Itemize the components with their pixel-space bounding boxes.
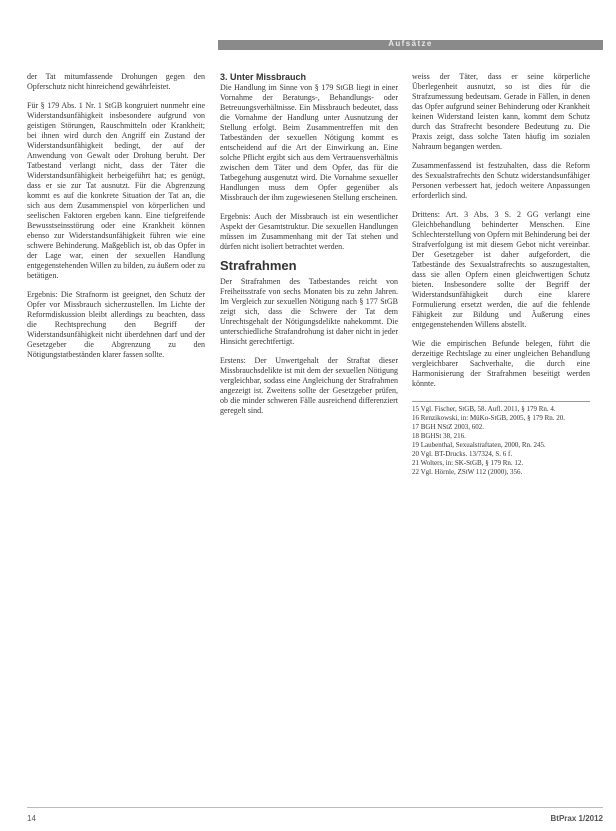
paragraph: Der Strafrahmen des Tatbestandes reicht von Freiheitsstrafe von sechs Monaten bis zu zehn Jahren. Im Vergleich zur sexuellen Nötigung nach § 177 StGB zeigt sich, dass die Schwere der Tat dem Unrechtsgehalt der Nötigungsdelikte nahekommt. Die unterschiedliche Strafandrohung ist daher nicht in jeder Hinsicht gerechtfertigt. [220,277,398,346]
footnote: 18 BGHSt 38, 216. [412,432,466,440]
footnotes [412,401,590,477]
text-column-2 [220,72,398,792]
footnote: 15 Vgl. Fischer, StGB, 58. Aufl. 2011, § 179 Rn. 4. [412,405,556,413]
footnote: 20 Vgl. BT-Drucks. 13/7324, S. 6 f. [412,450,513,458]
footnote: 19 Laubenthal, Sexualstraftaten, 2000, Rn. 245. [412,441,546,449]
text-column-1 [27,72,205,792]
paragraph: Zusammenfassend ist festzuhalten, dass die Reform des Sexualstrafrechts den Schutz widerstandsunfähiger Personen verbessert hat, jedoch weitere Anpassungen erforderlich sind. [412,161,590,200]
footnote: 16 Renzikowski, in: MüKo-StGB, 2005, § 179 Rn. 20. [412,414,566,422]
text-column-3 [412,72,590,792]
footer-rule [27,807,603,808]
footnote: 17 BGH NStZ 2003, 602. [412,423,484,431]
paragraph: Die Handlung im Sinne von § 179 StGB liegt in einer Vornahme der Beratungs-, Behandlungs- oder Betreuungsverhältnisse. Ein Missbrauch bedeutet, dass die Vornahme der Handlung unter Ausnutzung der Stellung erfolgt. Beim Zusammentreffen mit den Tatbeständen der sexuellen Nötigung kommt es entscheidend auf die Art der Einwirkung an. Eine solche Pflicht ergibt sich aus dem Vertrauensverhältnis zwischen dem Täter und dem Opfer, das für die Tatbegehung ausgenutzt wird. Die Vornahme sexueller Handlungen muss dem Opfer gegenüber als Missbrauch der ihm zugewiesenen Stellung erscheinen. [220,83,398,202]
section-heading: Strafrahmen [220,258,297,273]
section-header-label: Aufsätze [388,39,433,48]
paragraph: Wie die empirischen Befunde belegen, führt die derzeitige Rechtslage zu einer ungleichen Behandlung vergleichbarer Sachverhalte, die durch eine Harmonisierung der Strafrahmen beseitigt werden könnte. [412,339,590,388]
paragraph: Ergebnis: Auch der Missbrauch ist ein wesentlicher Aspekt der Gesamtstruktur. Die sexuellen Handlungen müssen im Zusammenhang mit der Tat stehen und dürfen nicht isoliert betrachtet werden. [220,212,398,251]
subheading: 3. Unter Missbrauch [220,72,307,82]
journal-reference: BtPrax 1/2012 [550,814,603,823]
page-footer [27,811,603,823]
footnote: 21 Wolters, in: SK-StGB, § 179 Rn. 12. [412,459,524,467]
paragraph: weiss der Täter, dass er seine körperliche Überlegenheit ausnutzt, so ist dies für die Strafzumessung bedeutsam. Gerade in Fällen, in denen das Opfer aufgrund seiner Behinderung oder Krankheit keinen Widerstand leisten kann, kommt dem Schutz durch das Strafrecht besondere Bedeutung zu. Die Praxis zeigt, dass solche Taten häufig im sozialen Nahraum begangen werden. [412,72,590,151]
paragraph: der Tat mitumfassende Drohungen gegen den Opferschutz nicht hinreichend gewährleistet. [27,72,205,91]
paragraph: Erstens: Der Unwertgehalt der Straftat dieser Missbrauchsdelikte ist mit dem der sexuellen Nötigung vergleichbar, sodass eine Angleichung der Strafrahmen angezeigt ist. Zweitens sollte der Gesetzgeber prüfen, ob die minder schweren Fälle ausreichend differenziert geregelt sind. [220,356,398,415]
page-number: 14 [27,814,36,823]
paragraph: Drittens: Art. 3 Abs. 3 S. 2 GG verlangt eine Gleichbehandlung behinderter Menschen. Eine Schlechterstellung von Opfern mit Behinderung bei der Strafverfolgung ist mit diesem Gebot nicht vereinbar. Der Gesetzgeber ist daher aufgefordert, die Tatbestände des Sexualstrafrechts so auszugestalten, dass sie allen Opfern einen gleichwertigen Schutz bieten. Insbesondere sollte der Begriff der Widerstandsunfähigkeit durch eine klarere Formulierung ersetzt werden, die auf die fehlende Fähigkeit zur Bildung und Äußerung eines entgegenstehenden Willens abstellt. [412,210,590,329]
section-header-bar [218,40,603,50]
paragraph: Ergebnis: Die Strafnorm ist geeignet, den Schutz der Opfer vor Missbrauch sicherzustellen. Im Lichte der Reformdiskussion bleibt allerdings zu beachten, dass die Rechtsprechung den Begriff der Widerstandsunfähigkeit nicht überdehnen darf und der Gesetzgeber die Abgrenzung zu den Nötigungstatbeständen klarer fassen sollte. [27,290,205,359]
paragraph: Für § 179 Abs. 1 Nr. 1 StGB kongruiert nunmehr eine Widerstandsunfähigkeit insbesondere aufgrund von geistigen Störungen, Rauschmitteln oder Krankheit; bei ihnen wird durch den Angriff ein Zustand der Widerstandsunfähigkeit bedingt, der auf der Anwendung von Gewalt oder Drohung beruht. Der Tatbestand verlangt nicht, dass der Täter die Widerstandsunfähigkeit herbeigeführt hat; es genügt, dass er sie zur Tat ausnutzt. Für die Abgrenzung kommt es auf die konkrete Situation der Tat an, die sich aus dem Zusammenspiel von körperlichen und seelischen Faktoren ergeben kann. Eine tiefgreifende Bewusstseinsstörung oder eine Krankheit können ebenso zur Widerstandsunfähigkeit führen wie eine schwere Behinderung. Maßgeblich ist, ob das Opfer in der Lage war, einen der sexuellen Handlung entgegenstehenden Willen zu bilden, zu äußern oder zu betätigen. [27,101,205,280]
footnote: 22 Vgl. Hörnle, ZStW 112 (2000), 356. [412,468,523,476]
